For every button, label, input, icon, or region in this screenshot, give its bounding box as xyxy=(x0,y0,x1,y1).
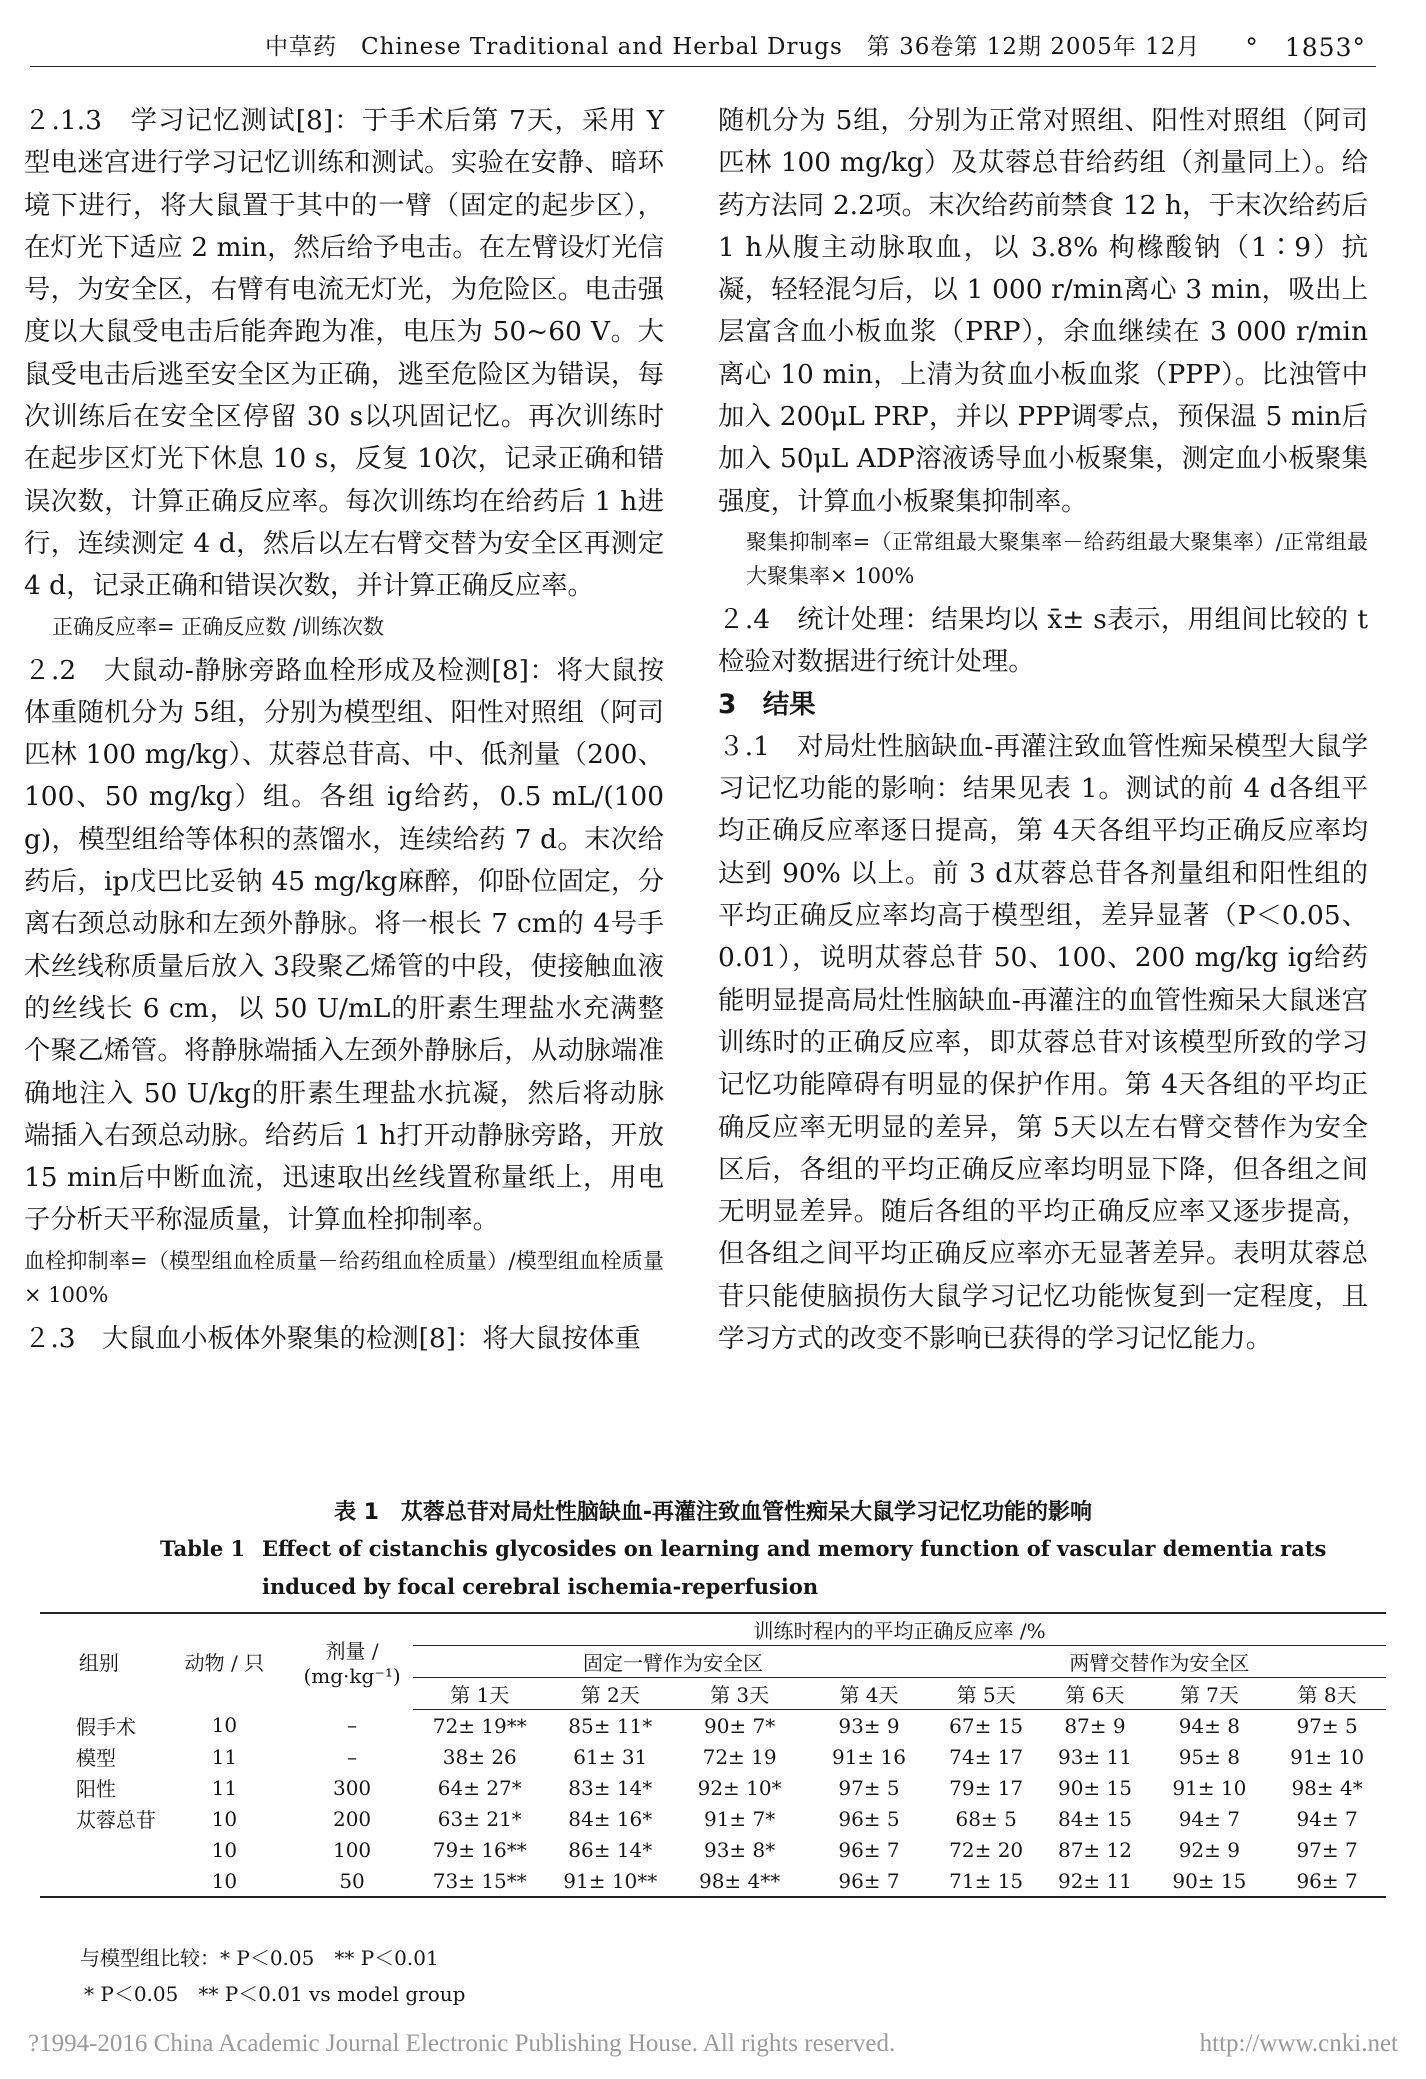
header-day: 第 6天 xyxy=(1039,1678,1150,1710)
cell-value: 93± 11 xyxy=(1057,1744,1132,1769)
cell-value: 63± 21* xyxy=(437,1806,522,1831)
table-row xyxy=(40,1803,1386,1834)
cell-dose: 200 xyxy=(332,1806,372,1831)
cell-value: 93± 8* xyxy=(703,1837,776,1862)
right-column xyxy=(718,100,1368,1360)
cell-value: 92± 10* xyxy=(697,1775,782,1800)
footer-copyright: ?1994-2016 China Academic Journal Electronic Publishing House. All rights reserved. xyxy=(28,2030,896,2057)
cell-value: 95± 8 xyxy=(1178,1744,1240,1769)
header-day: 第 5天 xyxy=(933,1678,1040,1710)
cell-value: 71± 15 xyxy=(933,1865,1040,1897)
cell-value: 90± 15 xyxy=(1057,1775,1132,1800)
cell-value: 97± 7 xyxy=(1296,1837,1358,1862)
cell-value: 92± 11 xyxy=(1039,1865,1150,1897)
table-notes xyxy=(80,1940,465,2012)
cell-group: 阳性 xyxy=(76,1777,116,1801)
table-row xyxy=(40,1834,1386,1865)
cell-value: 84± 16* xyxy=(568,1806,653,1831)
cell-value: 79± 17 xyxy=(949,1775,1024,1800)
cell-value: 72± 19** xyxy=(432,1713,527,1738)
cell-value: 68± 5 xyxy=(955,1806,1017,1831)
cell-dose: – xyxy=(347,1744,358,1769)
table-row xyxy=(40,1710,1386,1742)
cell-value: 38± 26 xyxy=(442,1744,517,1769)
cell-value: 79± 16** xyxy=(432,1837,527,1862)
cell-group xyxy=(40,1834,158,1865)
cell-animals: 10 xyxy=(211,1713,238,1738)
header-fixed-arm: 固定一臂作为安全区 xyxy=(413,1646,933,1678)
cell-value: 72± 19 xyxy=(702,1744,777,1769)
table-row xyxy=(40,1772,1386,1803)
cell-value: 87± 12 xyxy=(1057,1837,1132,1862)
cell-value: 73± 15** xyxy=(413,1865,546,1897)
cell-value: 85± 11* xyxy=(568,1713,653,1738)
header-animals: 动物 / 只 xyxy=(158,1613,291,1710)
header-day: 第 3天 xyxy=(674,1678,805,1710)
formula-correct-rate: 正确反应率= 正确反应数 /训练次数 xyxy=(52,614,385,639)
header-day: 第 8天 xyxy=(1268,1678,1386,1710)
section-2-4: ２.4 统计处理：结果均以 x̄± s表示，用组间比较的 t检验对数据进行统计处理。 xyxy=(718,603,1368,678)
cell-value: 64± 27* xyxy=(437,1775,522,1800)
cell-value: 84± 15 xyxy=(1057,1806,1132,1831)
cell-dose: 50 xyxy=(291,1865,413,1897)
section-2-3: ２.3 大鼠血小板体外聚集的检测[8]：将大鼠按体重 xyxy=(24,1322,641,1354)
cell-value: 94± 7 xyxy=(1178,1806,1240,1831)
cell-value: 91± 16 xyxy=(831,1744,906,1769)
cell-value: 98± 4* xyxy=(1291,1775,1363,1800)
header-rule xyxy=(30,66,1376,67)
cell-value: 96± 7 xyxy=(838,1837,900,1862)
running-header xyxy=(0,28,1426,62)
cell-animals: 10 xyxy=(211,1837,238,1862)
cell-value: 96± 7 xyxy=(805,1865,933,1897)
results-table xyxy=(40,1612,1386,1898)
journal-header: 中草药 Chinese Traditional and Herbal Drugs 第 36卷第 12期 2005年 12月 xyxy=(265,34,1201,60)
cell-animals: 10 xyxy=(158,1865,291,1897)
cell-value: 94± 7 xyxy=(1296,1806,1358,1831)
header-day: 第 4天 xyxy=(805,1678,933,1710)
header-alternate-arm: 两臂交替作为安全区 xyxy=(933,1646,1386,1678)
cell-value: 83± 14* xyxy=(568,1775,653,1800)
section-2-1-3: ２.1.3 学习记忆测试[8]：于手术后第 7天，采用 Y型电迷宫进行学习记忆训练和测试。实验在安静、暗环境下进行，将大鼠置于其中的一臂（固定的起步区），在灯光下适应 2 min，然后给予电击。在左臂设灯光信号，为安全区，右臂有电流无灯光，为危险区。电击强度以大鼠受电击后能奔跑为准，电压为 50~60 V。大鼠受电击后逃至安全区为正确，逃至危险区为错误，每次训练后在安全区停留 30 s以巩固记忆。再次训练时在起步区灯光下休息 10 s，反复 10次，记录正确和错误次数，计算正确反应率。每次训练均在给药后 1 h进行，连续测定 4 d，然后以左右臂交替为安全区再测定 4 d，记录正确和错误次数，并计算正确反应率。 xyxy=(24,105,664,602)
section-3-1: ３.1 对局灶性脑缺血-再灌注致血管性痴呆模型大鼠学习记忆功能的影响：结果见表 1。测试的前 4 d各组平均正确反应率逐日提高，第 4天各组平均正确反应率均达到 90% 以上。前 3 d苁蓉总苷各剂量组和阳性组的平均正确反应率均高于模型组，差异显著（P＜0.05、0.01），说明苁蓉总苷 50、100、200 mg/kg ig给药能明显提高局灶性脑缺血-再灌注的血管性痴呆大鼠迷宫训练时的正确反应率，即苁蓉总苷对该模型所致的学习记忆功能障碍有明显的保护作用。第 4天各组的平均正确反应率无明显的差异，第 5天以左右臂交替作为安全区后，各组的平均正确反应率均明显下降，但各组之间无明显差异。随后各组的平均正确反应率又逐步提高，但各组之间平均正确反应率亦无显著差异。表明苁蓉总苷只能使脑损伤大鼠学习记忆功能恢复到一定程度，且学习方式的改变不影响已获得的学习记忆能力。 xyxy=(718,730,1368,1355)
cell-value: 86± 14* xyxy=(568,1837,653,1862)
cell-value: 87± 9 xyxy=(1064,1713,1126,1738)
cell-value: 92± 9 xyxy=(1178,1837,1240,1862)
cell-animals: 10 xyxy=(211,1806,238,1831)
cell-group: 模型 xyxy=(76,1746,116,1770)
cell-group: 假手术 xyxy=(76,1714,136,1739)
header-day: 第 1天 xyxy=(413,1678,546,1710)
cell-value: 91± 10 xyxy=(1172,1775,1247,1800)
cell-value: 90± 7* xyxy=(703,1713,776,1738)
cell-value: 72± 20 xyxy=(949,1837,1024,1862)
cell-value: 96± 5 xyxy=(838,1806,900,1831)
table-title-en: Effect of cistanchis glycosides on learning and memory function of vascular dementia rats induced by focal cerebral ischemia-reperfusion xyxy=(262,1536,1327,1599)
cell-value: 96± 7 xyxy=(1268,1865,1386,1897)
header-day: 第 7天 xyxy=(1151,1678,1269,1710)
cell-group xyxy=(40,1865,158,1897)
table-label: Table 1 xyxy=(160,1536,246,1561)
header-group: 组别 xyxy=(40,1613,158,1710)
cell-value: 90± 15 xyxy=(1151,1865,1269,1897)
formula-thrombus: 血栓抑制率=（模型组血栓质量－给药组血栓质量）/模型组血栓质量× 100% xyxy=(24,1248,664,1307)
table-row xyxy=(40,1741,1386,1772)
cell-value: 97± 5 xyxy=(1296,1713,1358,1738)
header-dose: 剂量 / (mg·kg⁻¹) xyxy=(291,1613,413,1710)
section-2-2: ２.2 大鼠动-静脉旁路血栓形成及检测[8]：将大鼠按体重随机分为 5组，分别为模型组、阳性对照组（阿司匹林 100 mg/kg）、苁蓉总苷高、中、低剂量（200、100、50 mg/kg）组。各组 ig给药，0.5 mL/(100 g)，模型组给等体积的蒸馏水，连续给药 7 d。末次给药后，ip戊巴比妥钠 45 mg/kg麻醉，仰卧位固定，分离右颈总动脉和左颈外静脉。将一根长 7 cm的 4号手术丝线称质量后放入 3段聚乙烯管的中段，使接触血液的丝线长 6 cm，以 50 U/mL的肝素生理盐水充满整个聚乙烯管。将静脉端插入左颈外静脉后，从动脉端准确地注入 50 U/kg的肝素生理盐水抗凝，然后将动脉端插入右颈总动脉。给药后 1 h打开动静脉旁路，开放 15 min后中断血流，迅速取出丝线置称量纸上，用电子分析天平称湿质量，计算血栓抑制率。 xyxy=(24,654,664,1236)
cell-group: 苁蓉总苷 xyxy=(76,1808,156,1832)
page-number: ° 1853° xyxy=(1245,33,1366,62)
footer-link: http://www.cnki.net xyxy=(1199,2030,1398,2057)
note-cn: 与模型组比较：* P＜0.05 ** P＜0.01 xyxy=(80,1946,439,1970)
cell-value: 94± 8 xyxy=(1178,1713,1240,1738)
cell-value: 91± 7* xyxy=(703,1806,776,1831)
cell-value: 91± 10 xyxy=(1290,1744,1365,1769)
table-row xyxy=(40,1865,1386,1897)
cell-animals: 11 xyxy=(211,1775,238,1800)
table-caption-cn: 表 1 苁蓉总苷对局灶性脑缺血-再灌注致血管性痴呆大鼠学习记忆功能的影响 xyxy=(333,1500,1093,1525)
cell-value: 93± 9 xyxy=(838,1713,900,1738)
cell-dose: – xyxy=(347,1713,358,1738)
cell-dose: 100 xyxy=(332,1837,372,1862)
section-2-3-cont: 随机分为 5组，分别为正常对照组、阳性对照组（阿司匹林 100 mg/kg）及苁蓉总苷给药组（剂量同上）。给药方法同 2.2项。末次给药前禁食 12 h，于末次给药后 1 h从腹主动脉取血，以 3.8% 枸橼酸钠（1∶9）抗凝，轻轻混匀后，以 1 000 r/min离心 3 min，吸出上层富含血小板血浆（PRP），余血继续在 3 000 r/min离心 10 min，上清为贫血小板血浆（PPP）。比浊管中加入 200μL PRP，并以 PPP调零点，预保温 5 min后加入 50μL ADP溶液诱导血小板聚集，测定血小板聚集强度，计算血小板聚集抑制率。 xyxy=(718,105,1368,517)
formula-aggregation: 聚集抑制率=（正常组最大聚集率－给药组最大聚集率）/正常组最大聚集率× 100% xyxy=(746,529,1368,588)
section-3-heading: 3 结果 xyxy=(718,688,816,720)
header-main: 训练时程内的平均正确反应率 /% xyxy=(413,1613,1386,1646)
cell-dose: 300 xyxy=(332,1775,372,1800)
note-en: * P＜0.05 ** P＜0.01 vs model group xyxy=(84,1982,466,2006)
cell-animals: 11 xyxy=(211,1744,238,1769)
cell-value: 61± 31 xyxy=(573,1744,648,1769)
cell-value: 67± 15 xyxy=(949,1713,1024,1738)
cell-value: 97± 5 xyxy=(838,1775,900,1800)
left-column xyxy=(24,100,664,1360)
cell-value: 91± 10** xyxy=(546,1865,674,1897)
header-day: 第 2天 xyxy=(546,1678,674,1710)
cell-value: 98± 4** xyxy=(674,1865,805,1897)
cell-value: 74± 17 xyxy=(949,1744,1024,1769)
